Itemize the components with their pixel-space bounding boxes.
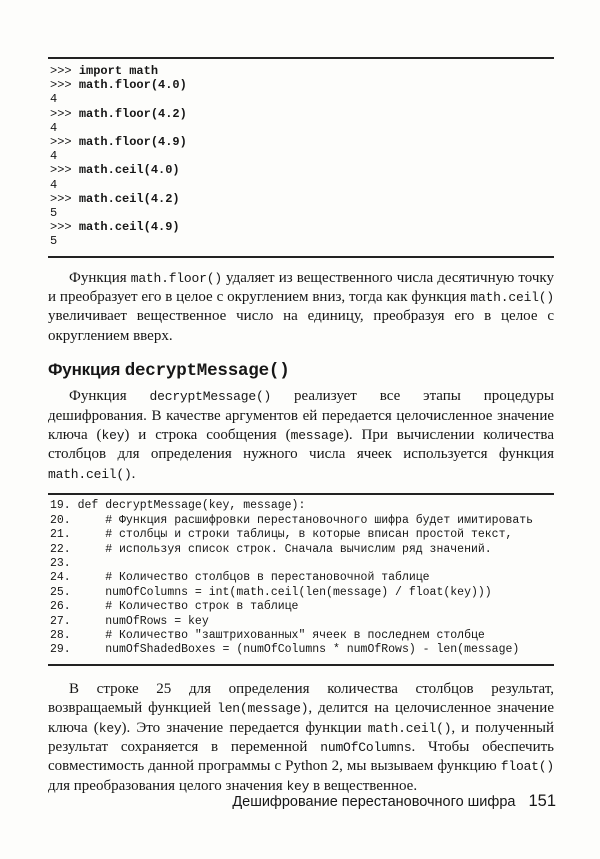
repl-command: import math [78,64,159,78]
text-run: реализует все этапы процедуры дешифрования. В качестве аргументов ей передается целочисленное значение ключа ( [48,388,554,444]
text-run: , и полученный результат сохраняется в переменной [48,719,554,755]
section-heading-code: decryptMessage() [124,361,290,382]
text-run: . Чтобы обеспечить совместимость данной программы с Python 2, мы вызываем функцию [48,738,555,775]
text-run: , делится на целочисленное значение ключа ( [48,700,554,736]
repl-command: math.ceil(4.0) [78,163,180,178]
page-footer [232,792,556,811]
repl-input-line [50,78,554,92]
section-heading-prefix: Функция [48,360,125,380]
repl-output-line: 4 [50,120,58,135]
text-run: в вещественное. [309,777,418,794]
section-heading [48,359,554,382]
repl-prompt: >>> [50,64,79,78]
repl-output-line: 5 [50,206,58,221]
code-listing-block [48,493,554,665]
repl-command: math.floor(4.9) [78,135,187,150]
text-run: . [131,465,136,482]
repl-prompt: >>> [50,163,79,178]
code-line: 26. # Количество строк в таблице [50,600,299,614]
repl-output-line: 4 [50,92,58,107]
repl-command: math.floor(4.2) [78,106,187,121]
repl-prompt: >>> [50,135,79,150]
code-line: 19. def decryptMessage(key, message): [50,499,306,513]
repl-input-line [50,192,554,206]
text-run: ). При вычислении количества столбцов для определения нужного числа ячеек используется функция [48,427,554,463]
repl-input-line [50,163,554,177]
repl-command: math.floor(4.0) [78,78,187,93]
text-run: ) и строка сообщения ( [124,427,291,444]
inline-code: math.ceil() [48,466,132,482]
page-content [48,0,554,796]
analysis-paragraph [48,680,554,796]
code-line: 29. numOfShadedBoxes = (numOfColumns * numOfRows) - len(message) [50,643,520,657]
code-line: 25. numOfColumns = int(math.ceil(len(message) / float(key))) [50,585,492,599]
repl-input-line [50,135,554,149]
repl-input-line [50,107,554,121]
text-run: увеличивает вещественное число на единицу, преобразуя его в целое с округлением вверх. [48,308,554,344]
inline-code: numOfColumns [320,739,412,755]
inline-code: decryptMessage() [149,389,272,405]
text-run: ). Это значение передается функции [121,719,368,736]
text-run: Функция [69,388,150,405]
repl-command: math.ceil(4.2) [78,191,180,206]
repl-prompt: >>> [50,220,79,235]
inline-code: message [290,428,344,444]
repl-output-line: 5 [50,234,58,249]
repl-command: math.ceil(4.9) [78,220,180,235]
code-line: 28. # Количество "заштрихованных" ячеек в последнем столбце [50,628,485,642]
code-line: 27. numOfRows = key [50,614,209,628]
text-run: Функция [69,269,131,286]
inline-code: math.floor() [130,270,222,286]
text-run: удаляет из вещественного числа десятичную точку и преобразует его в целое с округлением вниз, тогда как функция [48,269,554,306]
text-run: для преобразования целого значения [48,777,287,794]
inline-code: key [101,428,125,444]
inline-code: key [286,778,310,794]
code-line: 23. [50,556,71,570]
repl-output-line: 4 [50,177,58,192]
python-repl-block [48,57,554,258]
code-line: 22. # используя список строк. Сначала вычислим ряд значений. [50,542,492,556]
repl-input-line [50,220,554,234]
code-line: 21. # столбцы и строки таблицы, в которые вписан простой текст, [50,528,513,542]
page-number: 151 [528,792,556,810]
repl-prompt: >>> [50,191,79,206]
inline-code: math.ceil() [470,290,554,306]
intro-paragraph [48,269,554,347]
section-paragraph [48,387,554,484]
repl-output-line: 4 [50,149,58,164]
inline-code: math.ceil() [367,720,452,736]
repl-prompt: >>> [50,78,79,93]
inline-code: float() [500,759,554,775]
inline-code: len(message) [217,701,309,717]
code-line: 20. # Функция расшифровки перестановочного шифра будет имитировать [50,513,534,527]
running-title: Дешифрование перестановочного шифра [232,794,516,810]
repl-input-line [50,64,554,78]
text-run: В строке 25 для определения количества столбцов результат, возвращаемый функцией [48,680,554,717]
code-line: 24. # Количество столбцов в перестановочной таблице [50,571,430,585]
repl-prompt: >>> [50,106,79,121]
inline-code: key [98,720,122,736]
